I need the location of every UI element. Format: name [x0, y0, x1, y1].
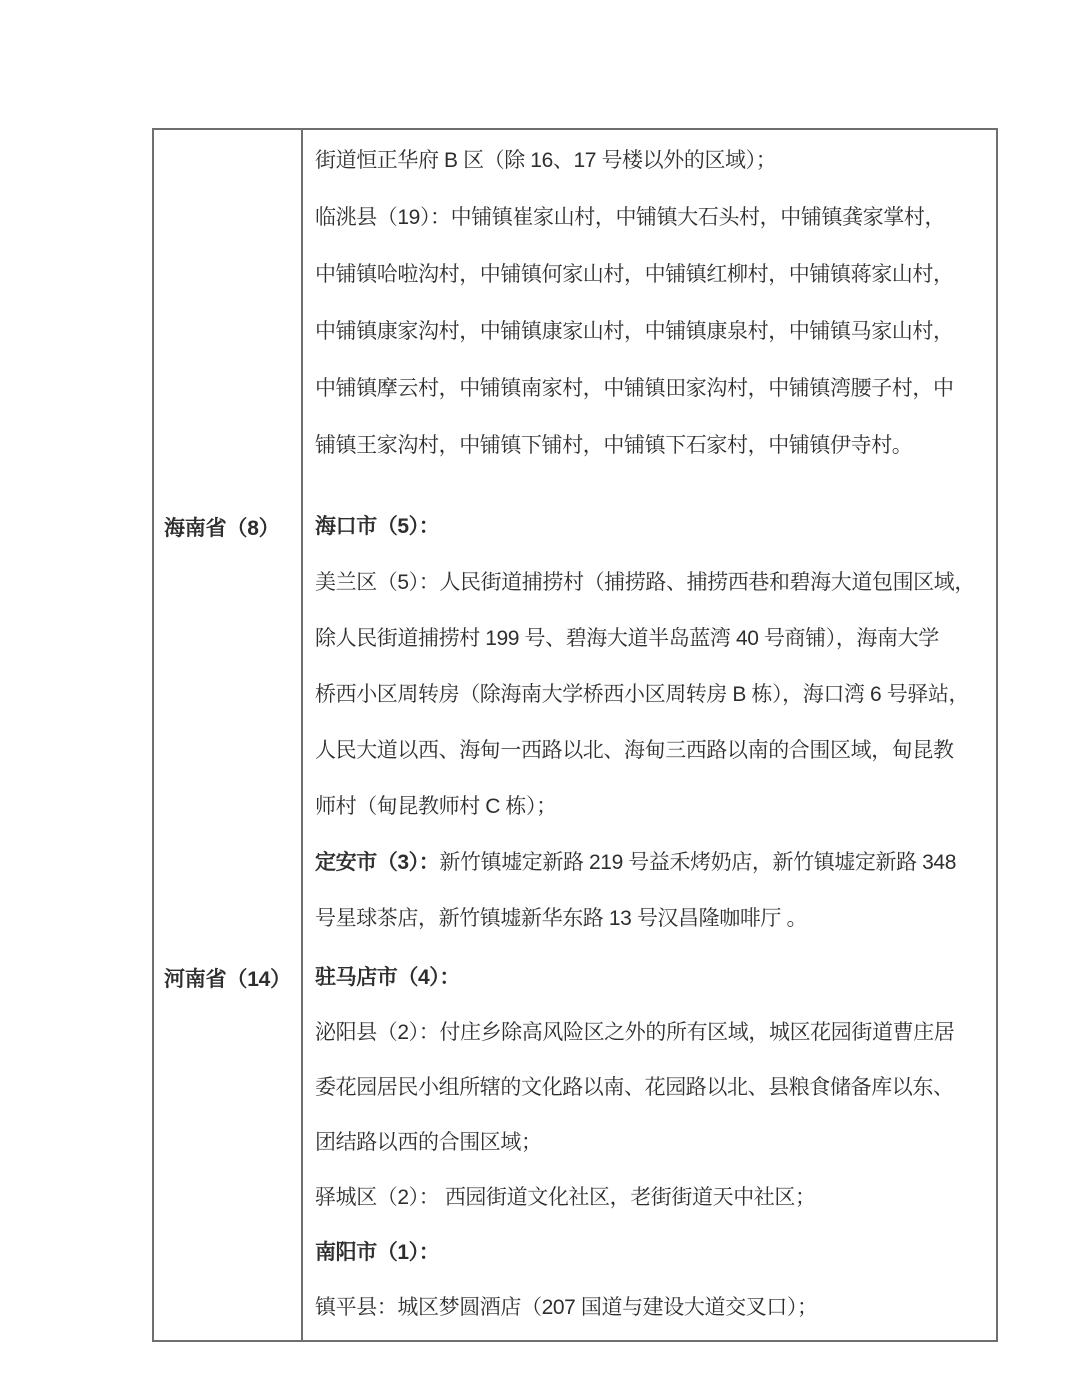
province-cell-hainan: [154, 497, 303, 948]
content-cell-henan: [303, 948, 996, 1340]
line-text: 镇平县：城区梦圆酒店（207 国道与建设大道交叉口）；: [315, 1296, 818, 1319]
line-text: 人民大道以西、海甸一西路以北、海甸三西路以南的合围区域，甸昆教: [315, 739, 954, 762]
city-header: 南阳市（1）：: [315, 1241, 440, 1264]
text-line: [315, 950, 988, 1005]
text-line: [315, 611, 988, 667]
text-line: [315, 360, 988, 417]
line-text: 美兰区（5）：人民街道捕捞村（捕捞路、捕捞西巷和碧海大道包围区域，: [315, 571, 975, 594]
line-text: 除人民街道捕捞村 199 号、碧海大道半岛蓝湾 40 号商铺），海南大学: [315, 627, 939, 650]
text-line: [315, 1060, 988, 1115]
line-text: 师村（甸昆教师村 C 栋）；: [315, 795, 557, 818]
line-text: 委花园居民小组所辖的文化路以南、花园路以北、县粮食储备库以东、: [315, 1076, 954, 1099]
line-text: 临洮县（19）：中铺镇崔家山村，中铺镇大石头村，中铺镇龚家掌村，: [315, 206, 946, 229]
city-header: 海口市（5）：: [315, 515, 440, 538]
province-label: 海南省（8）: [164, 517, 280, 540]
content-cell-hainan: [303, 497, 996, 948]
line-text: 号星球茶店，新竹镇墟新华东路 13 号汉昌隆咖啡厅 。: [315, 907, 808, 930]
text-line: [315, 1280, 988, 1335]
content-cell-continued: [303, 130, 996, 497]
text-line: [315, 189, 988, 246]
province-cell-continued: [154, 130, 303, 497]
line-text: 新竹镇墟定新路 219 号益禾烤奶店，新竹镇墟定新路 348: [439, 851, 956, 874]
line-text: 泌阳县（2）：付庄乡除高风险区之外的所有区域，城区花园街道曹庄居: [315, 1021, 955, 1044]
text-line: [315, 555, 988, 611]
line-text: 中铺镇康家沟村，中铺镇康家山村，中铺镇康泉村，中铺镇马家山村，: [315, 320, 954, 343]
line-text: 驿城区（2）： 西园街道文化社区，老街街道天中社区；: [315, 1186, 816, 1209]
text-line: [315, 1170, 988, 1225]
city-header: 驻马店市（4）：: [315, 966, 460, 989]
text-line: [315, 246, 988, 303]
text-line: [315, 723, 988, 779]
province-cell-henan: [154, 948, 303, 1340]
text-line: [315, 667, 988, 723]
text-line: [315, 779, 988, 835]
city-header: 定安市（3）：: [315, 851, 440, 874]
text-line: [315, 1005, 988, 1060]
text-line: [315, 303, 988, 360]
text-line: [315, 499, 988, 555]
line-text: 铺镇王家沟村，中铺镇下铺村，中铺镇下石家村，中铺镇伊寺村。: [315, 434, 913, 457]
line-text: 中铺镇哈啦沟村，中铺镇何家山村，中铺镇红柳村，中铺镇蒋家山村，: [315, 263, 954, 286]
text-line: [315, 1225, 988, 1280]
risk-area-table: [152, 128, 998, 1342]
province-label: 河南省（14）: [164, 968, 291, 991]
text-line: [315, 891, 988, 947]
line-text: 团结路以西的合围区域；: [315, 1131, 542, 1154]
text-line: [315, 835, 988, 891]
text-line: [315, 132, 988, 189]
line-text: 街道恒正华府 B 区（除 16、17 号楼以外的区域）；: [315, 149, 777, 172]
line-text: 桥西小区周转房（除海南大学桥西小区周转房 B 栋），海口湾 6 号驿站，: [315, 683, 970, 706]
text-line: [315, 1115, 988, 1170]
text-line: [315, 417, 988, 474]
line-text: 中铺镇摩云村，中铺镇南家村，中铺镇田家沟村，中铺镇湾腰子村，中: [315, 377, 954, 400]
